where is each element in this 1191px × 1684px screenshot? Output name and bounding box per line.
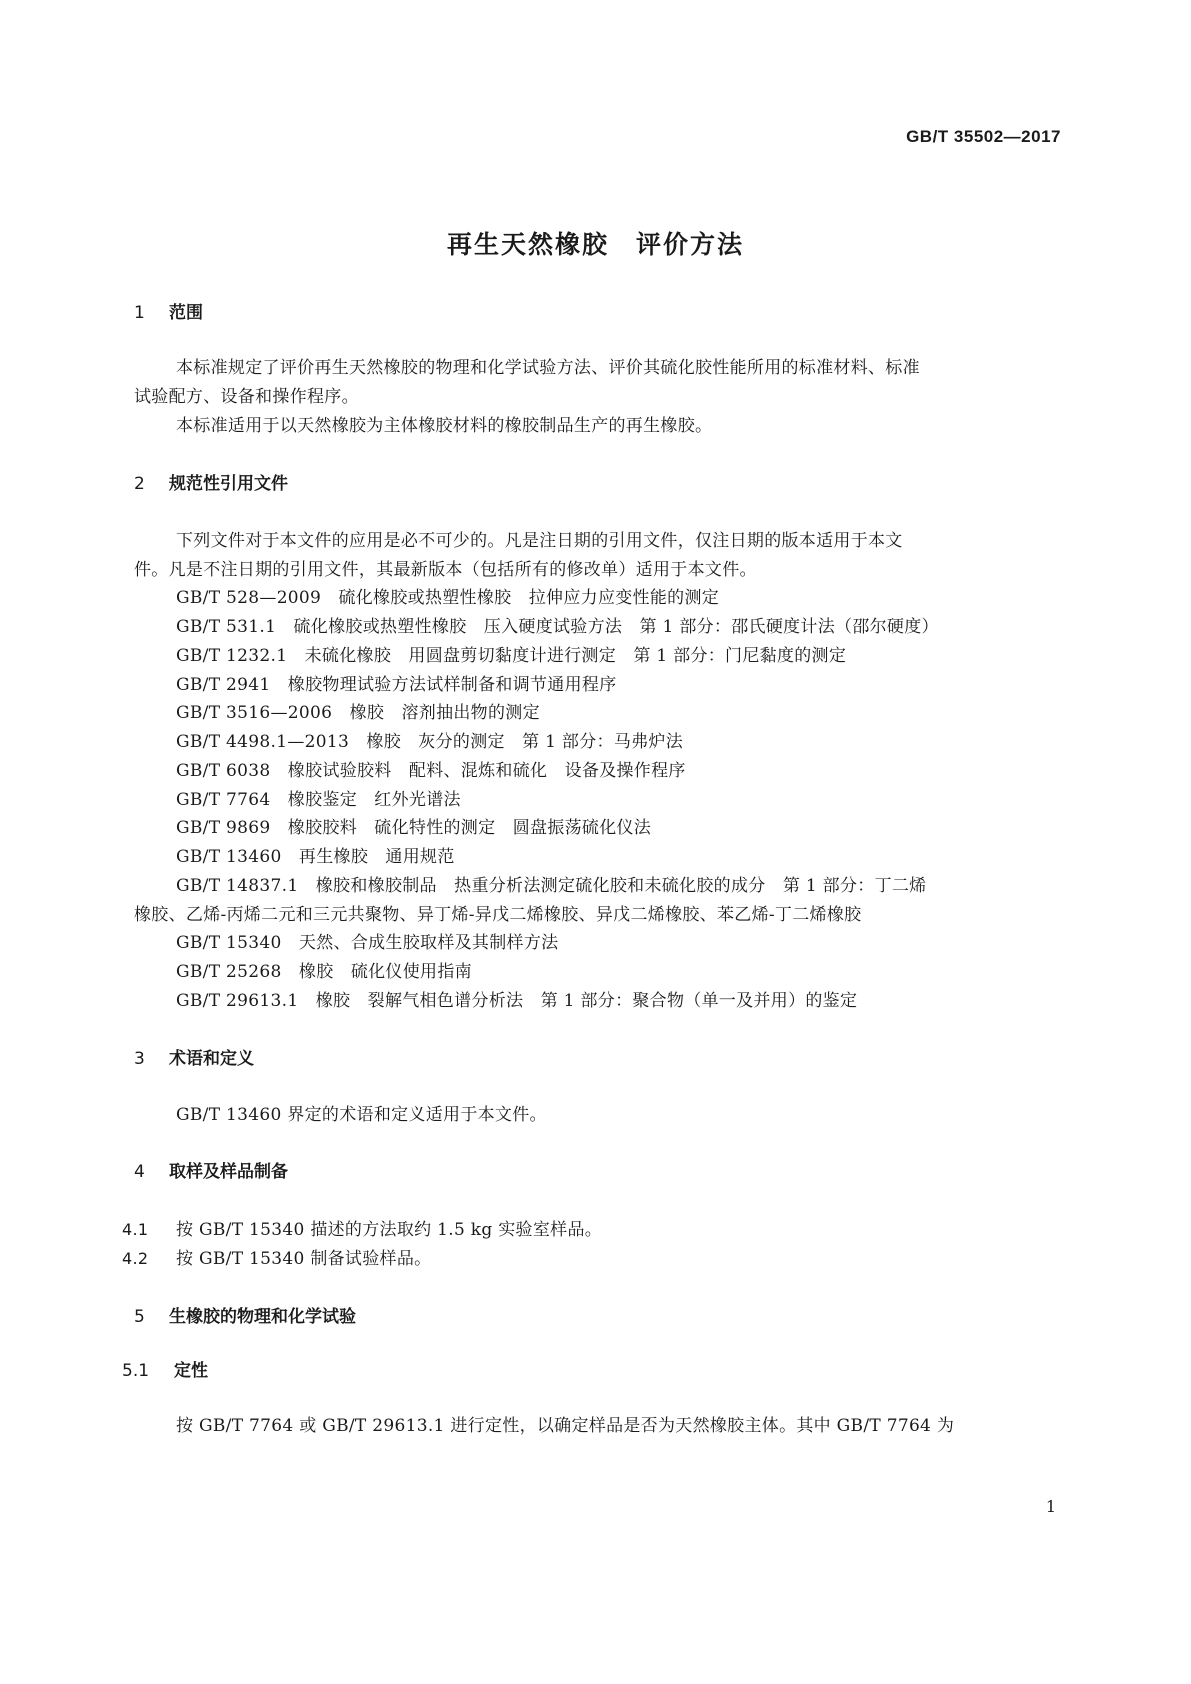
section-4-heading [134, 1157, 288, 1182]
clause-text: 按 GB/T 15340 制备试验样品。 [176, 1249, 432, 1269]
standard-number: GB/T 35502—2017 [906, 127, 1061, 146]
section-number: 1 [134, 303, 145, 323]
clause-number: 4.1 [122, 1220, 149, 1239]
reference-entry: GB/T 3516—2006 橡胶 溶剂抽出物的测定 [176, 703, 540, 723]
clause-text: 按 GB/T 15340 描述的方法取约 1.5 kg 实验室样品。 [176, 1220, 603, 1240]
paragraph-line: 本标准适用于以天然橡胶为主体橡胶材料的橡胶制品生产的再生橡胶。 [176, 416, 713, 436]
section-number: 2 [134, 474, 145, 494]
reference-entry: GB/T 1232.1 未硫化橡胶 用圆盘剪切黏度计进行测定 第 1 部分：门尼黏度的测定 [176, 646, 847, 666]
reference-entry: GB/T 14837.1 橡胶和橡胶制品 热重分析法测定硫化胶和未硫化胶的成分 第 1 部分：丁二烯 [176, 876, 927, 896]
document-title: 再生天然橡胶 评价方法 [446, 230, 744, 259]
subsection-title: 定性 [174, 1361, 208, 1381]
reference-entry: GB/T 531.1 硫化橡胶或热塑性橡胶 压入硬度试验方法 第 1 部分：邵氏硬度计法（邵尔硬度） [176, 617, 939, 637]
section-5-heading [134, 1302, 356, 1327]
section-title: 范围 [169, 303, 203, 323]
paragraph-line: 件。凡是不注日期的引用文件，其最新版本（包括所有的修改单）适用于本文件。 [134, 560, 757, 580]
paragraph-line: GB/T 13460 界定的术语和定义适用于本文件。 [176, 1105, 547, 1125]
reference-entry: GB/T 6038 橡胶试验胶料 配料、混炼和硫化 设备及操作程序 [176, 761, 686, 781]
reference-entry: GB/T 29613.1 橡胶 裂解气相色谱分析法 第 1 部分：聚合物（单一及并用）的鉴定 [176, 991, 858, 1011]
reference-entry: GB/T 15340 天然、合成生胶取样及其制样方法 [176, 933, 559, 953]
reference-entry: GB/T 7764 橡胶鉴定 红外光谱法 [176, 790, 461, 810]
paragraph-line: 下列文件对于本文件的应用是必不可少的。凡是注日期的引用文件，仅注日期的版本适用于本文 [176, 531, 903, 551]
section-number: 3 [134, 1049, 145, 1069]
reference-continuation: 橡胶、乙烯-丙烯二元和三元共聚物、异丁烯-异戊二烯橡胶、异戊二烯橡胶、苯乙烯-丁二烯橡胶 [134, 905, 862, 925]
page-number: 1 [1045, 1497, 1056, 1516]
reference-entry: GB/T 528—2009 硫化橡胶或热塑性橡胶 拉伸应力应变性能的测定 [176, 588, 720, 608]
section-title: 取样及样品制备 [169, 1162, 288, 1182]
reference-entry: GB/T 4498.1—2013 橡胶 灰分的测定 第 1 部分：马弗炉法 [176, 732, 684, 752]
section-number: 4 [134, 1162, 145, 1182]
reference-entry: GB/T 9869 橡胶胶料 硫化特性的测定 圆盘振荡硫化仪法 [176, 818, 652, 838]
subsection-number: 5.1 [122, 1361, 150, 1381]
paragraph-line: 试验配方、设备和操作程序。 [134, 387, 359, 407]
section-title: 生橡胶的物理和化学试验 [169, 1307, 356, 1327]
section-2-heading [134, 469, 288, 494]
subsection-5-1-heading [122, 1356, 208, 1381]
reference-entry: GB/T 2941 橡胶物理试验方法试样制备和调节通用程序 [176, 675, 617, 695]
section-title: 规范性引用文件 [169, 474, 288, 494]
reference-entry: GB/T 13460 再生橡胶 通用规范 [176, 847, 455, 867]
paragraph-line: 按 GB/T 7764 或 GB/T 29613.1 进行定性，以确定样品是否为天然橡胶主体。其中 GB/T 7764 为 [176, 1416, 955, 1436]
clause-4-1 [122, 1215, 602, 1240]
section-1-heading [134, 298, 203, 323]
clause-number: 4.2 [122, 1249, 149, 1268]
section-title: 术语和定义 [169, 1049, 254, 1069]
section-3-heading [134, 1044, 254, 1069]
section-number: 5 [134, 1307, 145, 1327]
paragraph-line: 本标准规定了评价再生天然橡胶的物理和化学试验方法、评价其硫化胶性能所用的标准材料、标准 [176, 358, 920, 378]
reference-entry: GB/T 25268 橡胶 硫化仪使用指南 [176, 962, 472, 982]
clause-4-2 [122, 1244, 431, 1269]
